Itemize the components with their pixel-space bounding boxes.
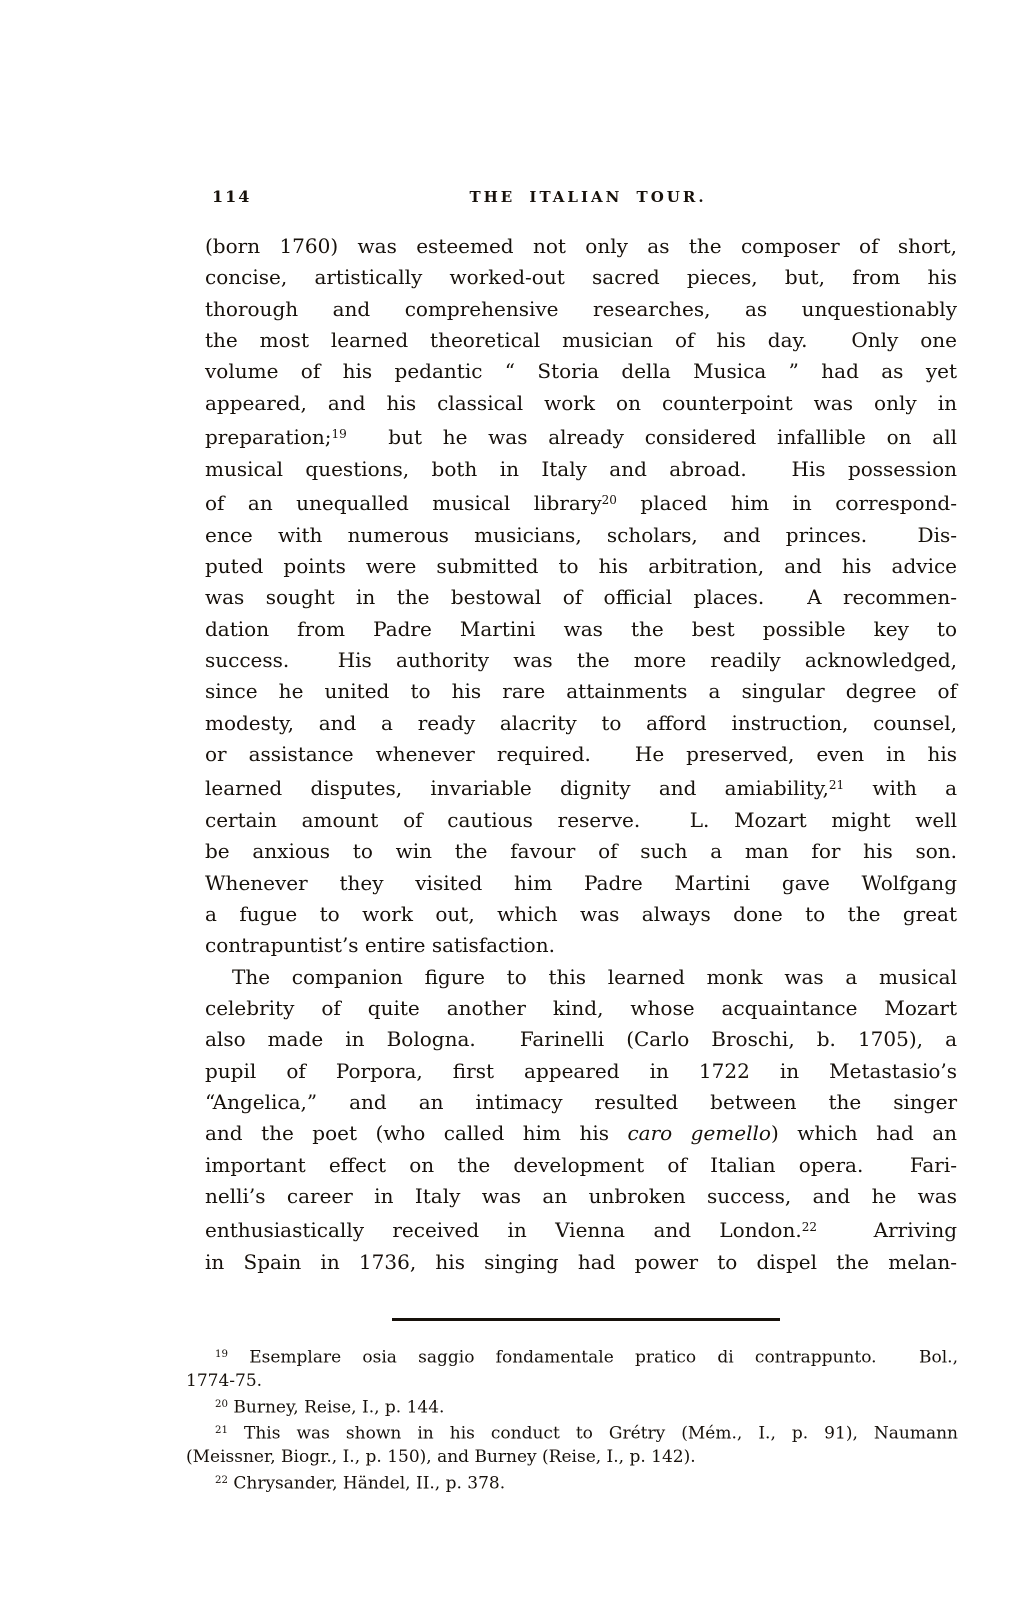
text-line: learned disputes, invariable dignity and amiability,$^{21}$ with a: [205, 776, 958, 801]
text-line: important effect on the development of Italian opera. Fari-: [205, 1152, 957, 1177]
footnote-marker: 21: [215, 1425, 228, 1437]
footnote-marker: 20: [601, 492, 617, 507]
text-line: be anxious to win the favour of such a man for his son.: [205, 839, 957, 864]
text-line: enthusiastically received in Vienna and London.$^{22}$ Arriving: [205, 1218, 957, 1243]
page-number: 114: [212, 187, 252, 206]
paragraph: [186, 1393, 958, 1420]
footnotes: [186, 1343, 958, 1495]
footnote-line: $^{20}$ Burney, Reise, I., p. 144.: [215, 1397, 445, 1417]
text-line: pupil of Porpora, first appeared in 1722 in Metastasio’s: [205, 1058, 957, 1083]
footnote-line: $^{19}$ Esemplare osia saggio fondamentale pratico di contrappunto. Bol.,: [215, 1347, 958, 1368]
text-line: thorough and comprehensive researches, as unquestionably: [205, 296, 957, 321]
footnote-marker: 19: [215, 1349, 228, 1360]
footnote-separator-rule: [392, 1318, 780, 1321]
paragraph: [186, 1419, 958, 1469]
text-line: the most learned theoretical musician of his day. Only one: [205, 328, 957, 353]
text-line: certain amount of cautious reserve. L. Mozart might well: [205, 807, 957, 832]
text-line: volume of his pedantic “ Storia della Musica ” had as yet: [205, 359, 957, 384]
text-line: since he united to his rare attainments a singular degree of: [205, 679, 957, 704]
text-line: success. His authority was the more readily acknowledged,: [205, 647, 957, 672]
paragraph: [205, 962, 957, 1279]
text-line: “Angelica,” and an intimacy resulted between the singer: [205, 1089, 957, 1114]
footnote-line: $^{22}$ Chrysander, Händel, II., p. 378.: [215, 1473, 506, 1494]
text-line: concise, artistically worked-out sacred pieces, but, from his: [205, 265, 957, 290]
footnote-marker: 22: [801, 1220, 817, 1235]
text-line: The companion figure to this learned monk was a musical: [232, 964, 957, 989]
text-line: nelli’s career in Italy was an unbroken success, and he was: [205, 1184, 957, 1209]
body-text: [205, 231, 957, 1278]
text-line: was sought in the bestowal of official places. A recommen-: [205, 585, 957, 610]
text-line: in Spain in 1736, his singing had power to dispel the melan-: [205, 1249, 957, 1274]
footnote-marker: 22: [215, 1474, 228, 1486]
page-header: [205, 187, 957, 207]
italic-text: caro gemello: [627, 1121, 771, 1146]
text-line: musical questions, both in Italy and abroad. His possession: [205, 456, 957, 481]
text-line: Whenever they visited him Padre Martini gave Wolfgang: [205, 870, 957, 895]
text-line: (born 1760) was esteemed not only as the composer of short,: [205, 234, 957, 258]
text-line: preparation;$^{19}$ but he was already considered infallible on all: [205, 425, 957, 450]
paragraph: [186, 1343, 958, 1393]
footnote-line: 1774-75.: [186, 1370, 263, 1391]
footnote-marker: 21: [828, 778, 845, 793]
running-title: THE ITALIAN TOUR.: [469, 188, 707, 206]
text-line: modesty, and a ready alacrity to afford instruction, counsel,: [205, 710, 957, 735]
text-line: puted points were submitted to his arbitration, and his advice: [205, 553, 957, 578]
footnote-marker: 19: [331, 427, 347, 442]
text-line: dation from Padre Martini was the best possible key to: [205, 616, 957, 641]
text-line: ence with numerous musicians, scholars, and princes. Dis-: [205, 522, 957, 547]
paragraph: [186, 1469, 958, 1496]
text-line: of an unequalled musical library$^{20}$ placed him in correspond-: [205, 491, 957, 516]
footnote-marker: 20: [215, 1398, 228, 1410]
text-line: also made in Bologna. Farinelli (Carlo Broschi, b. 1705), a: [205, 1027, 957, 1052]
footnote-line: $^{21}$ This was shown in his conduct to Grétry (Mém., I., p. 91), Naumann: [215, 1423, 958, 1444]
footnote-line: (Meissner, Biogr., I., p. 150), and Burney (Reise, I., p. 142).: [186, 1446, 696, 1467]
text-line: a fugue to work out, which was always done to the great: [205, 901, 957, 926]
text-line: or assistance whenever required. He preserved, even in his: [205, 741, 957, 766]
text-line: contrapuntist’s entire satisfaction.: [205, 933, 555, 958]
text-line: and the poet (who called him his caro gemello) which had an: [205, 1121, 958, 1146]
text-line: appeared, and his classical work on counterpoint was only in: [205, 390, 957, 415]
paragraph: [205, 231, 957, 962]
text-line: celebrity of quite another kind, whose acquaintance Mozart: [205, 995, 957, 1020]
